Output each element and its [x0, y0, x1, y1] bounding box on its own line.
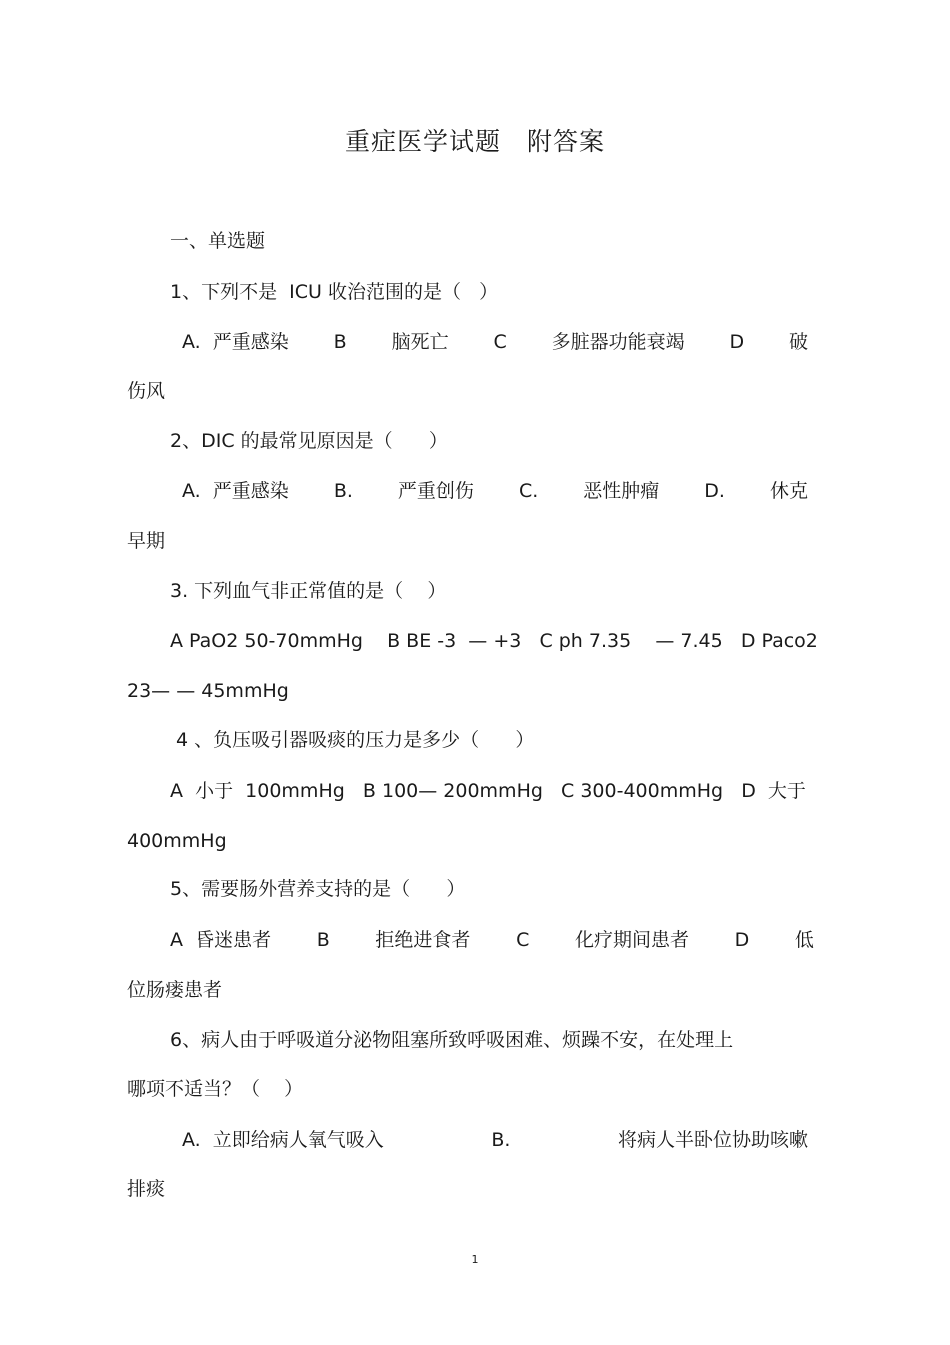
option-b: 拒绝进食者 [375, 929, 471, 951]
question-5-stem: 5、需要肠外营养支持的是（ ） [170, 878, 466, 900]
question-5-continuation: 位肠瘘患者 [127, 979, 223, 1001]
question-4-stem: 4 、负压吸引器吸痰的压力是多少（ ） [176, 729, 535, 751]
option-d-letter: D [729, 331, 745, 353]
option-a: A. 立即给病人氧气吸入 [182, 1129, 384, 1151]
section-heading: 一、单选题 [170, 230, 266, 252]
document-title: 重症医学试题 附答案 [344, 127, 605, 156]
question-4-continuation: 400mmHg [127, 830, 227, 852]
option-c-letter: C [516, 929, 530, 951]
option-d: 低 [794, 929, 814, 951]
question-6-continuation: 排痰 [127, 1178, 166, 1200]
option-c: 化疗期间患者 [574, 929, 689, 951]
question-3-stem: 3. 下列血气非正常值的是（ ） [170, 580, 447, 602]
question-2-options [182, 477, 808, 505]
question-3-options: A PaO2 50-70mmHg B BE -3 — +3 C ph 7.35 — 7.45 D Paco2 [170, 630, 818, 652]
option-c: 恶性肿瘤 [583, 480, 660, 502]
option-b-letter: B [333, 331, 347, 353]
question-2-stem: 2、DIC 的最常见原因是（ ） [170, 430, 448, 452]
question-6-stem: 6、病人由于呼吸道分泌物阻塞所致呼吸困难、烦躁不安，在处理上 [170, 1029, 734, 1051]
option-b: 将病人半卧位协助咳嗽 [617, 1129, 808, 1151]
option-b-letter: B. [333, 480, 353, 502]
question-4-options: A 小于 100mmHg B 100— 200mmHg C 300-400mmHg D 大于 [170, 780, 806, 802]
question-2-continuation: 早期 [127, 530, 166, 552]
option-a: A. 严重感染 [182, 331, 289, 353]
option-c-letter: C [493, 331, 507, 353]
question-1-stem: 1、下列不是 ICU 收治范围的是（ ） [170, 281, 499, 303]
option-a: A. 严重感染 [182, 480, 289, 502]
option-d: 破 [788, 331, 808, 353]
option-b-letter: B [316, 929, 330, 951]
option-b-letter: B. [491, 1129, 511, 1151]
option-a: A 昏迷患者 [170, 929, 272, 951]
option-c: 多脏器功能衰竭 [551, 331, 685, 353]
option-c-letter: C. [518, 480, 539, 502]
question-6-stem-continuation: 哪项不适当？（ ） [127, 1078, 304, 1100]
question-1-options [182, 328, 808, 356]
option-d-letter: D [734, 929, 750, 951]
option-d: 休克 [769, 480, 808, 502]
question-6-options [182, 1126, 808, 1154]
option-b: 严重创伤 [397, 480, 474, 502]
page-number: 1 [471, 1253, 479, 1266]
question-3-continuation: 23— — 45mmHg [127, 680, 289, 702]
option-d-letter: D. [704, 480, 725, 502]
option-b: 脑死亡 [391, 331, 449, 353]
question-5-options [170, 926, 814, 954]
question-1-continuation: 伤风 [127, 380, 166, 402]
